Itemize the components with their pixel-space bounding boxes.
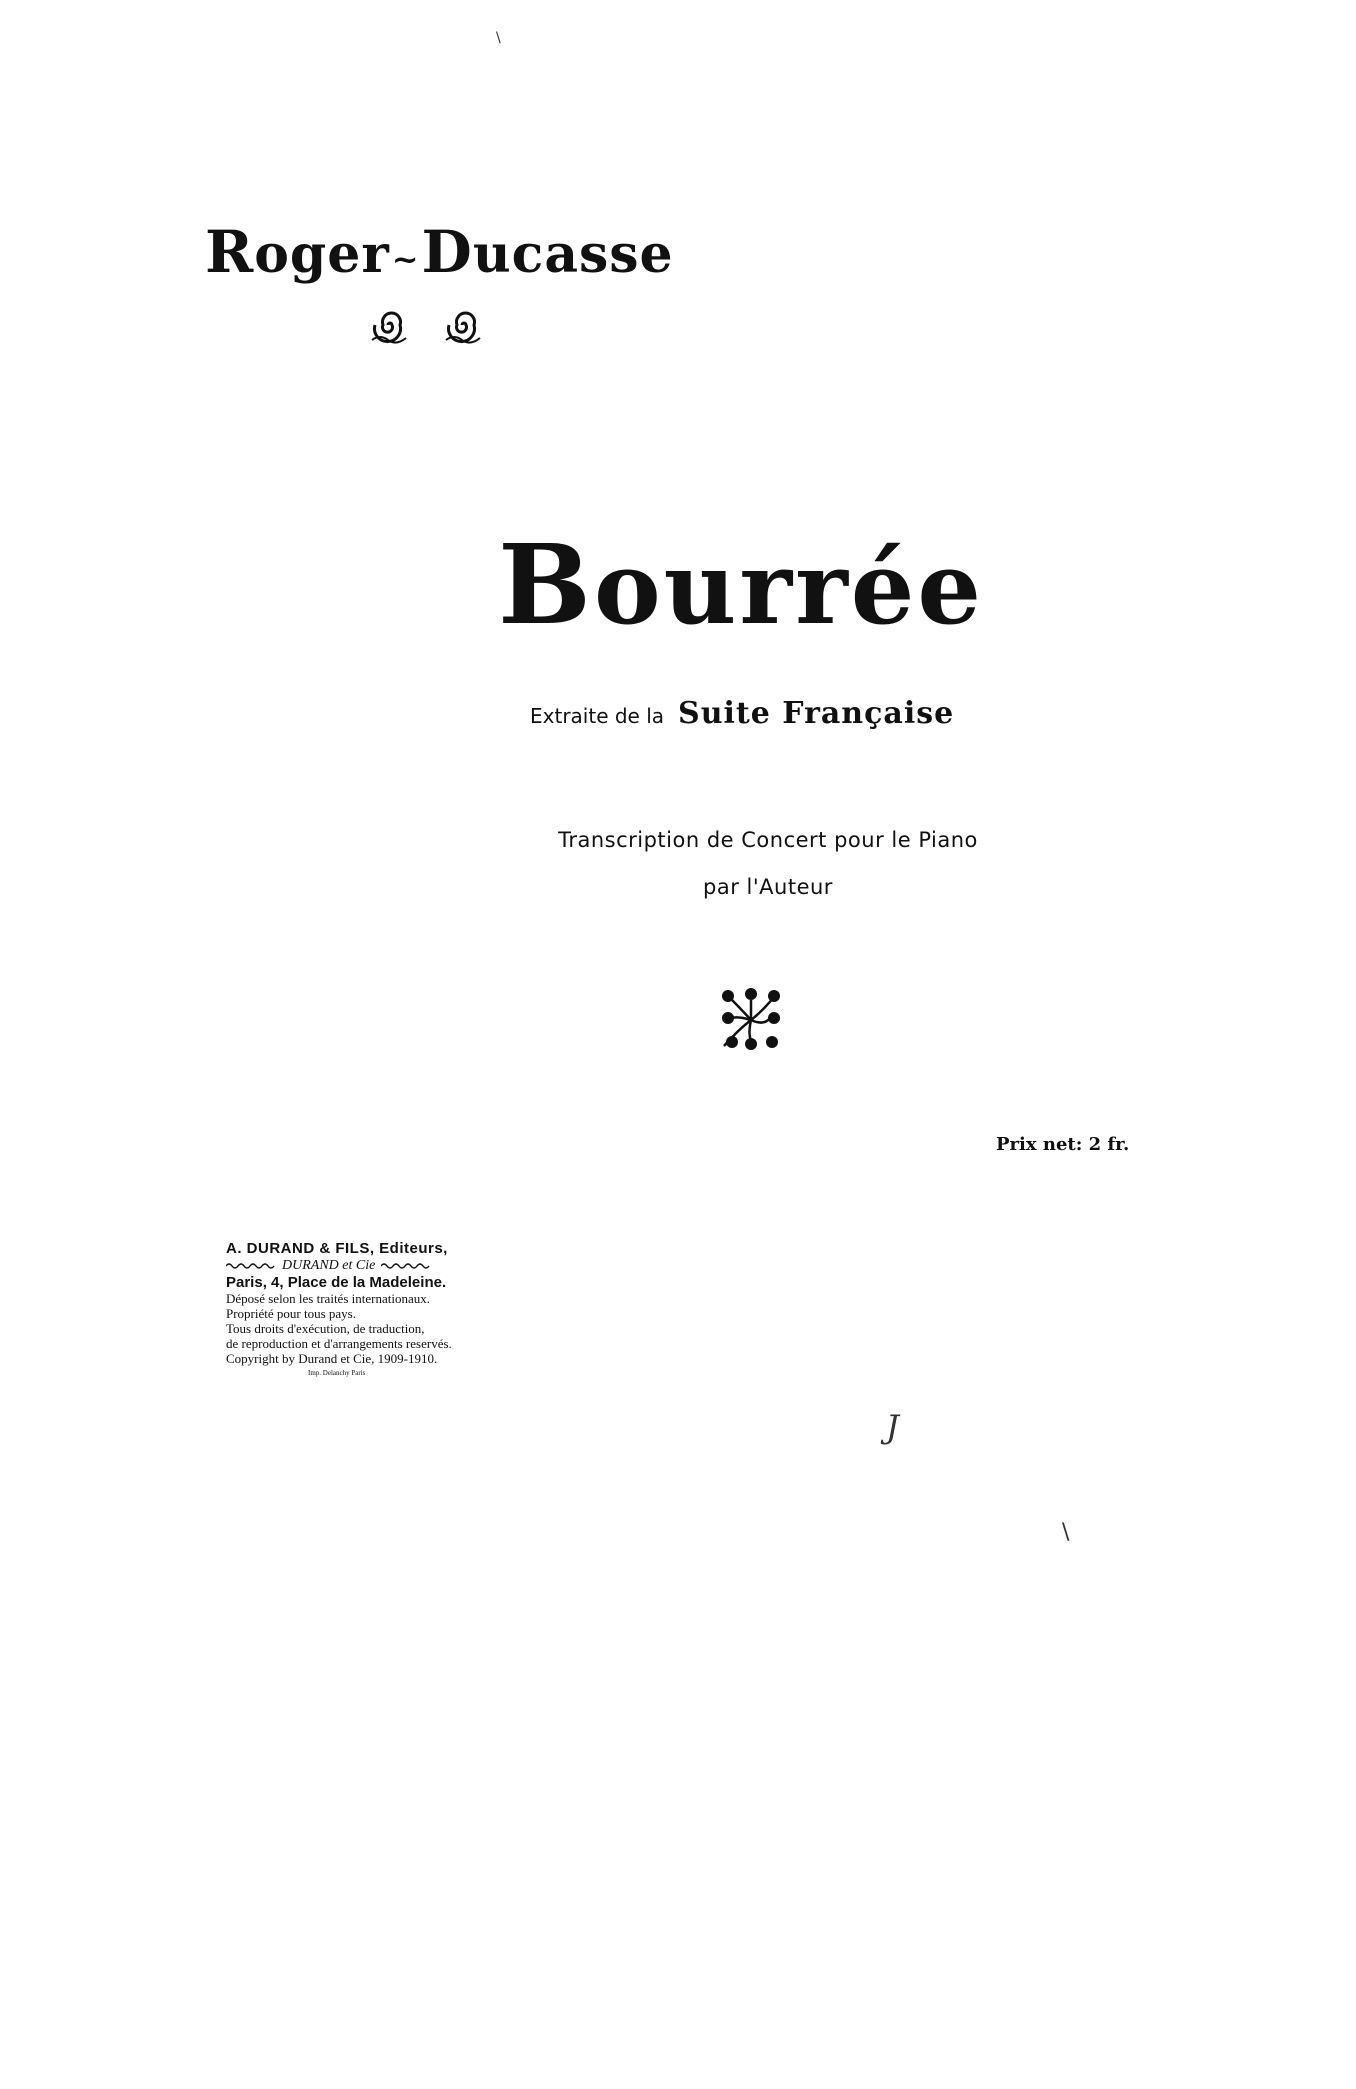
wave-ornament-icon xyxy=(226,1262,276,1270)
publisher-subline xyxy=(226,1257,452,1274)
composer-initial-d: D xyxy=(421,218,473,286)
printer-credit: Imp. Delanchy Paris xyxy=(308,1369,366,1377)
rights-line: Tous droits d'exécution, de traduction, xyxy=(226,1321,425,1336)
rights-line: de reproduction et d'arrangements reservés. xyxy=(226,1336,452,1351)
spiral-ornament-pair xyxy=(368,306,486,344)
composer-dash: ~ xyxy=(391,239,420,278)
pencil-mark: J xyxy=(886,1408,899,1446)
publisher-name: A. DURAND & FILS, Editeurs, xyxy=(226,1240,448,1257)
publisher-block xyxy=(226,1240,452,1380)
transcription-line: Transcription de Concert pour le Piano xyxy=(558,828,978,852)
rights-line: Copyright by Durand et Cie, 1909-1910. xyxy=(226,1351,438,1366)
stray-mark: \ xyxy=(496,30,501,46)
composer-name xyxy=(205,218,674,286)
composer-initial-r: R xyxy=(205,218,255,286)
composer-first-part: oger xyxy=(254,224,390,285)
by-author-line: par l'Auteur xyxy=(703,875,833,899)
title-rest: ourrée xyxy=(593,529,985,647)
spiral-ornament-icon xyxy=(442,306,486,344)
subtitle-suite-name: Suite Française xyxy=(678,696,955,731)
publisher-address: Paris, 4, Place de la Madeleine. xyxy=(226,1274,447,1291)
floral-ornament-icon xyxy=(718,986,784,1056)
price-label: Prix net: 2 fr. xyxy=(996,1134,1130,1155)
wave-ornament-icon xyxy=(381,1262,431,1270)
stray-mark: \ xyxy=(1062,1520,1070,1545)
rights-line: Déposé selon les traités internationaux. xyxy=(226,1291,430,1306)
rights-line: Propriété pour tous pays. xyxy=(226,1306,356,1321)
subtitle xyxy=(530,696,954,731)
composer-second-part: ucasse xyxy=(472,224,674,285)
subtitle-lead: Extraite de la xyxy=(530,704,665,728)
spiral-ornament-icon xyxy=(368,306,412,344)
publisher-durand: DURAND et Cie xyxy=(282,1258,376,1273)
page-title xyxy=(498,520,985,649)
title-initial: B xyxy=(498,520,594,649)
